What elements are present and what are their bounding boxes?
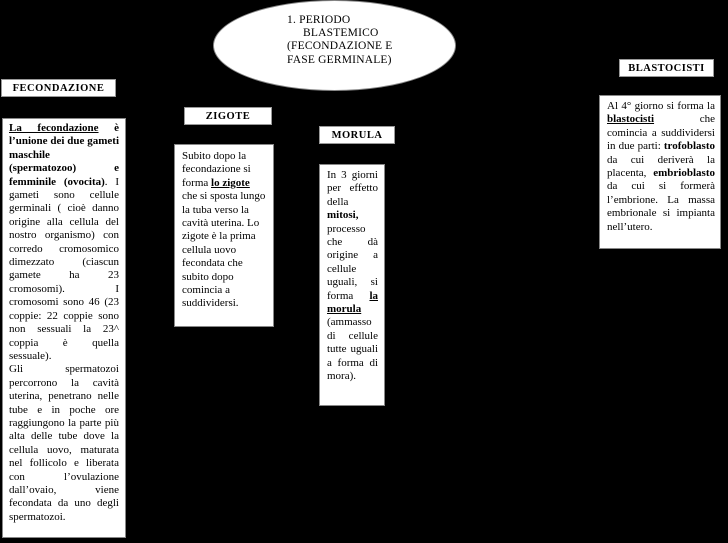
box-blastocisti (599, 95, 721, 249)
blastocisti-mid-2: da cui deriverà la placenta, (607, 153, 715, 180)
morula-mid: processo che dà origine a cellule uguali, si forma (327, 222, 378, 302)
label-morula: MORULA (319, 126, 395, 144)
morula-bold-1: mitosi, (327, 209, 359, 222)
blastocisti-pre: Al 4° giorno si forma la (607, 100, 715, 112)
label-zigote: ZIGOTE (184, 107, 272, 125)
fecondazione-body: . I gameti sono cellule germinali ( cioè danno origine alla cellula del nostro organismo) con corredo cromosomico dimezzato (ciascun gamete ha 23 cromosomi). I cromosomi sono 46 (23 coppie: 22 coppie sono non sessuali la 23^ coppia è quella sessuale). (9, 175, 119, 362)
fecondazione-head: La fecondazione (9, 122, 99, 134)
blastocisti-bold-3: embrioblasto (653, 167, 715, 180)
fecondazione-maschile: maschile (spermatozoo) (9, 148, 77, 175)
morula-bold-2: la morula (327, 289, 378, 316)
label-blastocisti: BLASTOCISTI (619, 59, 714, 77)
blastocisti-mid-1: che comincia a suddividersi in due parti: (607, 113, 715, 153)
box-zigote (174, 144, 274, 327)
title-line-3: (FECONDAZIONE E FASE GERMINALE) (287, 40, 393, 66)
title-line-1: 1. PERIODO (287, 14, 351, 26)
morula-pre: In 3 giorni per effetto della (327, 169, 378, 208)
blastocisti-post: da cui si formerà l’embrione. La massa embrionale si impianta nell’utero. (607, 180, 715, 233)
zigote-pre: Subito dopo la fecondazione si forma (182, 150, 251, 189)
title-line-2: BLASTEMICO (303, 27, 379, 40)
zigote-post: che si sposta lungo la tuba verso la cavità uterina. Lo zigote è la prima cellula uovo fecondata che subito dopo comincia a suddividersi. (182, 190, 266, 310)
fecondazione-e: e (76, 162, 119, 175)
fecondazione-head-rest: è l’unione dei due gameti (9, 122, 119, 148)
fecondazione-femminile: femminile (ovocita) (9, 175, 105, 188)
label-fecondazione: FECONDAZIONE (1, 79, 116, 97)
box-morula (319, 164, 385, 406)
zigote-bold: lo zigote (211, 176, 250, 189)
blastocisti-bold-2: trofoblasto (663, 140, 715, 153)
morula-post: (ammasso di cellule tutte uguali a forma di mora). (327, 316, 378, 383)
fecondazione-body-2: Gli spermatozoi percorrono la cavità uterina, penetrano nelle tube e in poche ore raggiungono la parte più alta delle tube dove la cellula uovo, maturata nel follicolo e liberata con l’ovulazione dall’ovaio, viene fecondata da uno degli spermatozoi. (9, 363, 119, 523)
diagram-title (287, 14, 397, 67)
box-fecondazione (2, 118, 126, 538)
blastocisti-bold-1: blastocisti (607, 113, 655, 126)
